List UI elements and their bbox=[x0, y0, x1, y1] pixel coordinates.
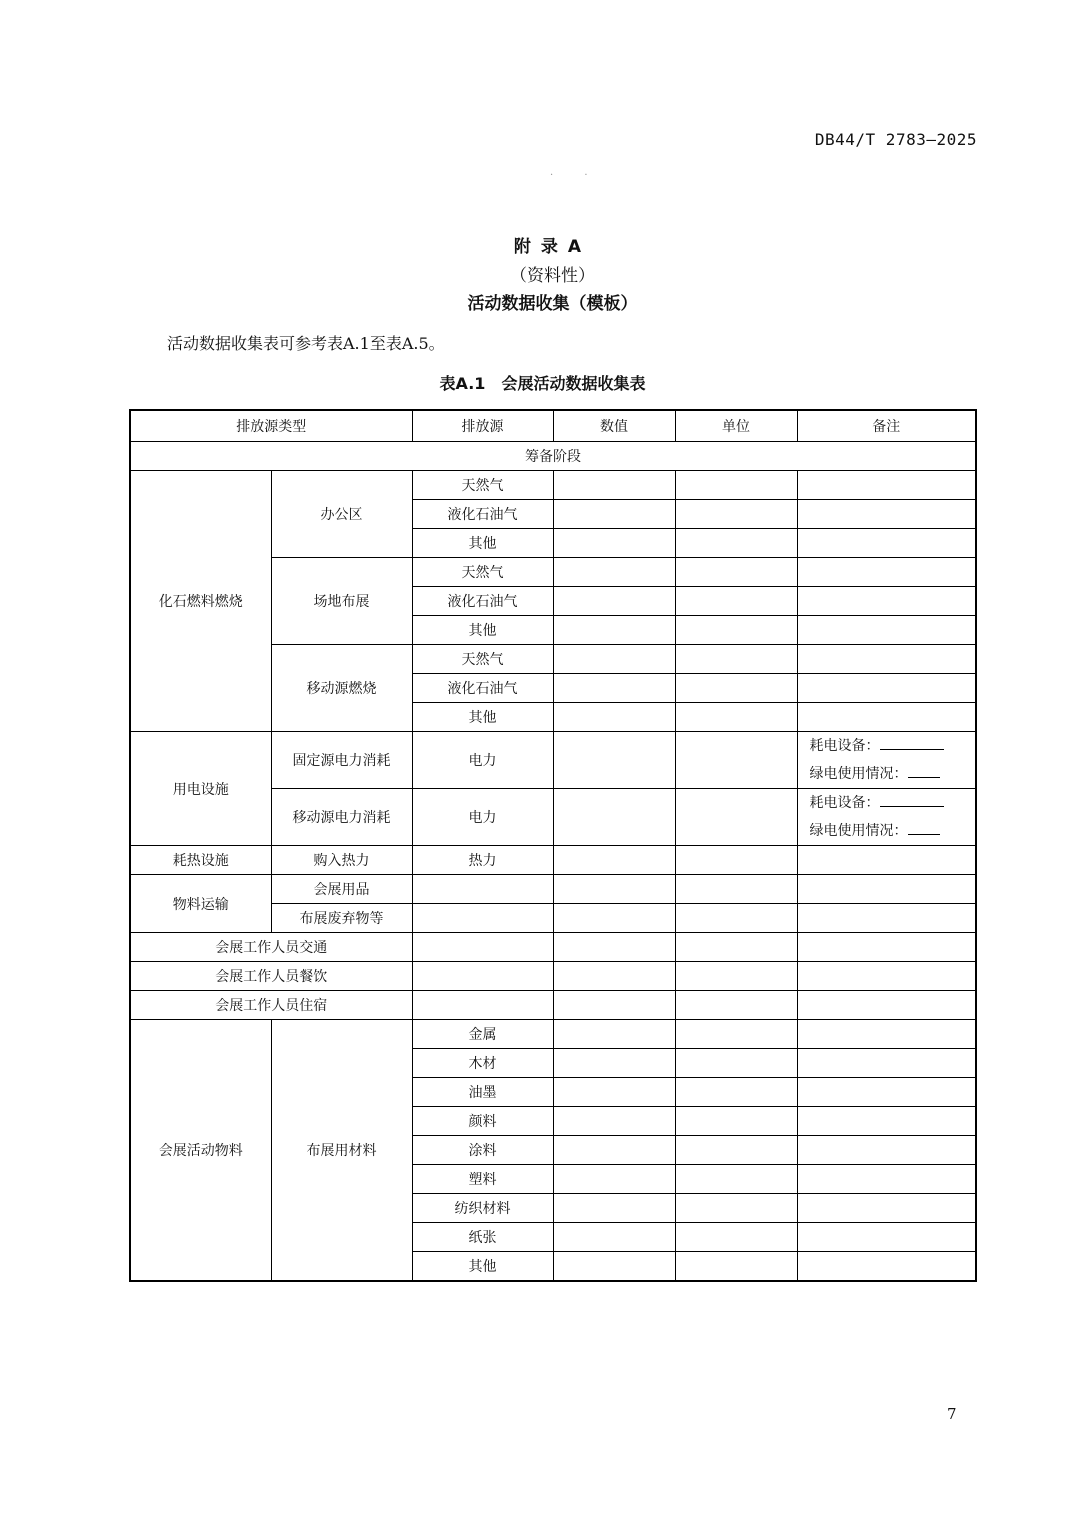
material-wood: 木材 bbox=[412, 1049, 553, 1078]
table-caption: 表A.1 会展活动数据收集表 bbox=[439, 374, 646, 393]
source-cell[interactable] bbox=[412, 904, 553, 933]
appendix-nature: （资料性） bbox=[510, 266, 595, 286]
table-row bbox=[130, 933, 976, 962]
unit-cell[interactable] bbox=[675, 789, 797, 846]
value-cell[interactable] bbox=[553, 471, 675, 500]
material-coating: 涂料 bbox=[412, 1136, 553, 1165]
value-cell[interactable] bbox=[553, 904, 675, 933]
value-cell[interactable] bbox=[553, 529, 675, 558]
value-cell[interactable] bbox=[553, 1165, 675, 1194]
source-other: 其他 bbox=[412, 616, 553, 645]
table-row bbox=[130, 991, 976, 1020]
category-electric: 用电设施 bbox=[130, 732, 271, 846]
remark-cell[interactable] bbox=[797, 904, 976, 933]
source-heat: 热力 bbox=[412, 846, 553, 875]
source-lpg: 液化石油气 bbox=[412, 674, 553, 703]
unit-cell[interactable] bbox=[675, 1020, 797, 1049]
unit-cell[interactable] bbox=[675, 616, 797, 645]
unit-cell[interactable] bbox=[675, 962, 797, 991]
value-cell[interactable] bbox=[553, 1049, 675, 1078]
value-cell[interactable] bbox=[553, 991, 675, 1020]
value-cell[interactable] bbox=[553, 962, 675, 991]
unit-cell[interactable] bbox=[675, 1136, 797, 1165]
unit-cell[interactable] bbox=[675, 674, 797, 703]
unit-cell[interactable] bbox=[675, 846, 797, 875]
source-natural-gas: 天然气 bbox=[412, 645, 553, 674]
value-cell[interactable] bbox=[553, 674, 675, 703]
group-exhibition-goods: 会展用品 bbox=[271, 875, 412, 904]
remark-cell[interactable] bbox=[797, 616, 976, 645]
note-green-label: 绿电使用情况： bbox=[809, 823, 908, 839]
intro-paragraph: 活动数据收集表可参考表A.1至表A.5。 bbox=[167, 334, 445, 353]
table-row bbox=[130, 732, 976, 789]
remark-cell[interactable] bbox=[797, 991, 976, 1020]
appendix-title: 附录A bbox=[513, 237, 592, 257]
remark-cell[interactable] bbox=[797, 674, 976, 703]
value-cell[interactable] bbox=[553, 933, 675, 962]
activity-data-table bbox=[129, 409, 977, 1282]
value-cell[interactable] bbox=[553, 558, 675, 587]
remark-cell[interactable] bbox=[797, 529, 976, 558]
source-lpg: 液化石油气 bbox=[412, 500, 553, 529]
unit-cell[interactable] bbox=[675, 645, 797, 674]
unit-cell[interactable] bbox=[675, 1049, 797, 1078]
value-cell[interactable] bbox=[553, 1223, 675, 1252]
source-other: 其他 bbox=[412, 529, 553, 558]
blank-line[interactable] bbox=[880, 792, 944, 807]
category-materials: 会展活动物料 bbox=[130, 1020, 271, 1282]
note-device-label: 耗电设备： bbox=[809, 795, 880, 811]
standard-code: DB44/T 2783—2025 bbox=[814, 130, 977, 149]
material-other: 其他 bbox=[412, 1252, 553, 1282]
unit-cell[interactable] bbox=[675, 587, 797, 616]
remark-cell[interactable] bbox=[797, 1252, 976, 1282]
col-header-source-type: 排放源类型 bbox=[130, 410, 412, 442]
table-row bbox=[130, 471, 976, 500]
table-row bbox=[130, 846, 976, 875]
category-transport: 物料运输 bbox=[130, 875, 271, 933]
col-header-unit: 单位 bbox=[675, 410, 797, 442]
remark-cell[interactable] bbox=[797, 962, 976, 991]
remark-cell[interactable] bbox=[797, 500, 976, 529]
remark-cell[interactable] bbox=[797, 933, 976, 962]
table-row bbox=[130, 1020, 976, 1049]
source-lpg: 液化石油气 bbox=[412, 587, 553, 616]
stage-label: 筹备阶段 bbox=[130, 442, 976, 471]
source-cell[interactable] bbox=[412, 875, 553, 904]
remark-cell[interactable] bbox=[797, 1020, 976, 1049]
source-cell[interactable] bbox=[412, 991, 553, 1020]
remark-cell[interactable] bbox=[797, 1223, 976, 1252]
group-office: 办公区 bbox=[271, 471, 412, 558]
remark-cell[interactable] bbox=[797, 587, 976, 616]
material-metal: 金属 bbox=[412, 1020, 553, 1049]
value-cell[interactable] bbox=[553, 846, 675, 875]
group-mobile-combustion: 移动源燃烧 bbox=[271, 645, 412, 732]
source-electricity: 电力 bbox=[412, 732, 553, 789]
table-row bbox=[130, 875, 976, 904]
blank-line[interactable] bbox=[880, 735, 944, 750]
staff-transport: 会展工作人员交通 bbox=[130, 933, 412, 962]
value-cell[interactable] bbox=[553, 789, 675, 846]
value-cell[interactable] bbox=[553, 1194, 675, 1223]
remark-cell[interactable] bbox=[797, 703, 976, 732]
remark-cell[interactable] bbox=[797, 1049, 976, 1078]
material-paper: 纸张 bbox=[412, 1223, 553, 1252]
material-textile: 纺织材料 bbox=[412, 1194, 553, 1223]
material-plastic: 塑料 bbox=[412, 1165, 553, 1194]
unit-cell[interactable] bbox=[675, 471, 797, 500]
value-cell[interactable] bbox=[553, 1252, 675, 1282]
table-row bbox=[130, 962, 976, 991]
value-cell[interactable] bbox=[553, 616, 675, 645]
source-other: 其他 bbox=[412, 703, 553, 732]
value-cell[interactable] bbox=[553, 587, 675, 616]
remark-cell[interactable] bbox=[797, 875, 976, 904]
category-heat: 耗热设施 bbox=[130, 846, 271, 875]
stage-row bbox=[130, 442, 976, 471]
unit-cell[interactable] bbox=[675, 1194, 797, 1223]
remark-cell[interactable] bbox=[797, 1165, 976, 1194]
value-cell[interactable] bbox=[553, 875, 675, 904]
decorative-dots: · · bbox=[550, 170, 602, 181]
remark-cell[interactable] bbox=[797, 645, 976, 674]
table-header-row bbox=[130, 410, 976, 442]
remark-cell[interactable] bbox=[797, 1194, 976, 1223]
source-cell[interactable] bbox=[412, 933, 553, 962]
staff-lodging: 会展工作人员住宿 bbox=[130, 991, 412, 1020]
category-fossil: 化石燃料燃烧 bbox=[130, 471, 271, 732]
group-setup-materials: 布展用材料 bbox=[271, 1020, 412, 1282]
remark-cell[interactable] bbox=[797, 1107, 976, 1136]
col-header-remark: 备注 bbox=[797, 410, 976, 442]
unit-cell[interactable] bbox=[675, 991, 797, 1020]
col-header-source: 排放源 bbox=[412, 410, 553, 442]
value-cell[interactable] bbox=[553, 1020, 675, 1049]
unit-cell[interactable] bbox=[675, 933, 797, 962]
remark-cell[interactable] bbox=[797, 471, 976, 500]
appendix-subtitle: 活动数据收集（模板） bbox=[467, 294, 638, 314]
source-natural-gas: 天然气 bbox=[412, 471, 553, 500]
group-setup-waste: 布展废弃物等 bbox=[271, 904, 412, 933]
unit-cell[interactable] bbox=[675, 500, 797, 529]
value-cell[interactable] bbox=[553, 1107, 675, 1136]
group-purchased-heat: 购入热力 bbox=[271, 846, 412, 875]
group-venue-setup: 场地布展 bbox=[271, 558, 412, 645]
remark-cell[interactable] bbox=[797, 732, 976, 789]
group-mobile-electric: 移动源电力消耗 bbox=[271, 789, 412, 846]
blank-line[interactable] bbox=[908, 820, 940, 835]
remark-cell[interactable] bbox=[797, 789, 976, 846]
remark-cell[interactable] bbox=[797, 846, 976, 875]
unit-cell[interactable] bbox=[675, 529, 797, 558]
value-cell[interactable] bbox=[553, 703, 675, 732]
remark-cell[interactable] bbox=[797, 558, 976, 587]
material-ink: 油墨 bbox=[412, 1078, 553, 1107]
note-device-label: 耗电设备： bbox=[809, 738, 880, 754]
unit-cell[interactable] bbox=[675, 1078, 797, 1107]
value-cell[interactable] bbox=[553, 1136, 675, 1165]
unit-cell[interactable] bbox=[675, 875, 797, 904]
value-cell[interactable] bbox=[553, 500, 675, 529]
group-fixed-electric: 固定源电力消耗 bbox=[271, 732, 412, 789]
remark-cell[interactable] bbox=[797, 1078, 976, 1107]
source-electricity: 电力 bbox=[412, 789, 553, 846]
value-cell[interactable] bbox=[553, 732, 675, 789]
unit-cell[interactable] bbox=[675, 1223, 797, 1252]
unit-cell[interactable] bbox=[675, 703, 797, 732]
unit-cell[interactable] bbox=[675, 1165, 797, 1194]
unit-cell[interactable] bbox=[675, 558, 797, 587]
unit-cell[interactable] bbox=[675, 1252, 797, 1282]
unit-cell[interactable] bbox=[675, 904, 797, 933]
value-cell[interactable] bbox=[553, 1078, 675, 1107]
value-cell[interactable] bbox=[553, 645, 675, 674]
material-pigment: 颜料 bbox=[412, 1107, 553, 1136]
blank-line[interactable] bbox=[908, 763, 940, 778]
page-number: 7 bbox=[947, 1405, 957, 1423]
remark-cell[interactable] bbox=[797, 1136, 976, 1165]
source-natural-gas: 天然气 bbox=[412, 558, 553, 587]
unit-cell[interactable] bbox=[675, 732, 797, 789]
note-green-label: 绿电使用情况： bbox=[809, 766, 908, 782]
col-header-value: 数值 bbox=[553, 410, 675, 442]
source-cell[interactable] bbox=[412, 962, 553, 991]
unit-cell[interactable] bbox=[675, 1107, 797, 1136]
staff-catering: 会展工作人员餐饮 bbox=[130, 962, 412, 991]
